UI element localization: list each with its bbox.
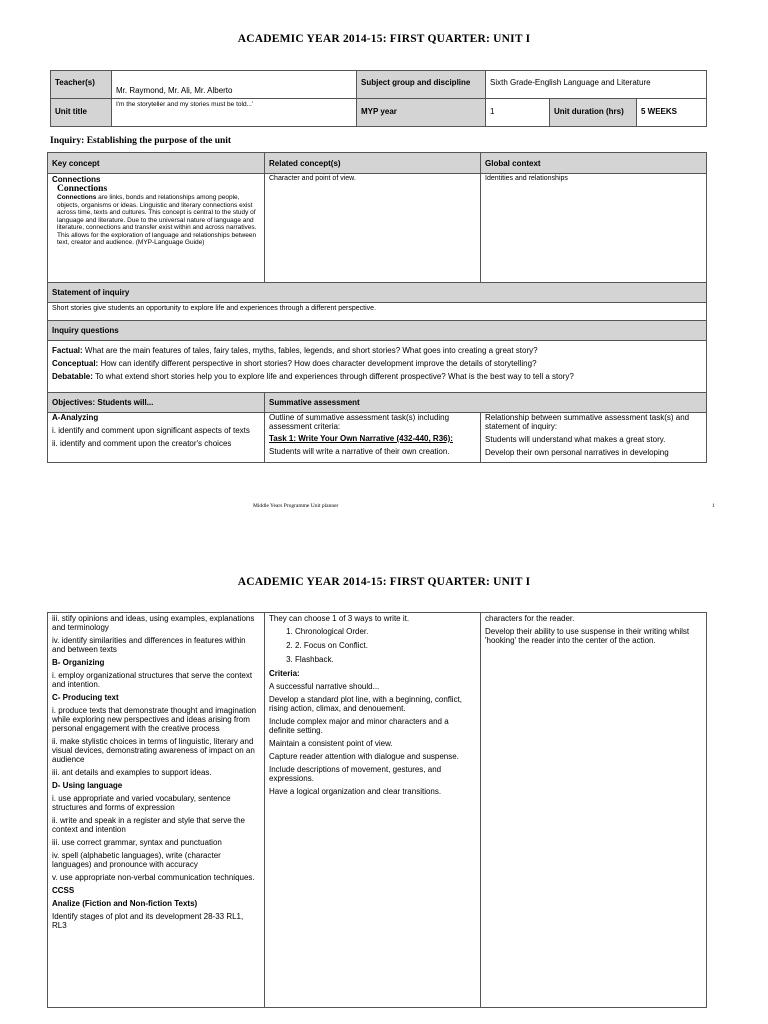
objective-item: i. use appropriate and varied vocabulary, sentence structures and forms of expression xyxy=(52,794,231,812)
objective-item: iii. stify opinions and ideas, using examples, explanations and terminology xyxy=(52,614,255,632)
section-heading: CCSS xyxy=(52,886,75,895)
unit-title-value: I'm the storyteller and my stories must be told...' xyxy=(112,99,357,127)
objective-item: ii. make stylistic choices in terms of linguistic, literary and visual devices, demonstrating awareness of impact on an audience xyxy=(52,737,255,764)
relationship-item: Develop their ability to use suspense in their writing whilst 'hooking' the reader into the center of the action. xyxy=(485,627,690,645)
criteria-item: Include complex major and minor characters and a definite setting. xyxy=(269,717,449,735)
related-concept-header: Related concept(s) xyxy=(265,153,481,174)
debatable-question: Debatable: To what extend short stories help you to explore life and experiences through different prospective? What is the best way to tell a story? xyxy=(52,372,574,381)
statement-of-inquiry-value: Short stories give students an opportunity to explore life and experiences through a different perspective. xyxy=(48,303,707,321)
footer-text: Middle Years Programme Unit planner xyxy=(253,503,339,509)
writing-option: 1. Chronological Order. xyxy=(295,627,476,636)
related-concept-value: Character and point of view. xyxy=(265,174,481,283)
criteria-label: Criteria: xyxy=(269,669,300,678)
relationship-text: Relationship between summative assessment task(s) and statement of inquiry: xyxy=(485,413,690,431)
objective-item: iv. spell (alphabetic languages), write (character languages) and pronounce with accuracy xyxy=(52,851,221,869)
global-context-header: Global context xyxy=(481,153,707,174)
key-concept-description: Connections are links, bonds and relationships among people, objects, organisms or ideas. Linguistic and literary connections exist across time, texts and cultures. This concept is central to the study of language and literature. Due to the universal nature of language and literature, connections and transfer exist within and across narratives. This allows for the exploration of language and relationships between text, creator and audience. (MYP-Language Guide) xyxy=(57,194,257,246)
objective-item: Identify stages of plot and its development 28-33 RL1, RL3 xyxy=(52,912,244,930)
objectives-column xyxy=(48,613,265,1008)
writing-option: 2. 2. Focus on Conflict. xyxy=(295,641,476,650)
criteria-item: Capture reader attention with dialogue and suspense. xyxy=(269,752,459,761)
objective-item: i. employ organizational structures that serve the context and intention. xyxy=(52,671,253,689)
section-heading: Analize (Fiction and Non-fiction Texts) xyxy=(52,899,198,908)
unit-info-table xyxy=(50,70,707,127)
relationship-column xyxy=(481,613,707,1008)
statement-of-inquiry-header: Statement of inquiry xyxy=(48,283,707,303)
writing-options-list xyxy=(269,627,476,664)
unit-title-label: Unit title xyxy=(51,99,112,127)
section-heading: C- Producing text xyxy=(52,693,119,702)
summative-assessment-header: Summative assessment xyxy=(265,393,707,413)
summative-column xyxy=(265,613,481,1008)
inquiry-heading: Inquiry: Establishing the purpose of the unit xyxy=(50,136,232,146)
continuation-table xyxy=(47,612,707,1008)
global-context-value: Identities and relationships xyxy=(481,174,707,283)
criteria-item: A successful narrative should... xyxy=(269,682,380,691)
relationship-item-2: Develop their own personal narratives in developing xyxy=(485,448,669,457)
subject-value: Sixth Grade-English Language and Literature xyxy=(486,71,707,99)
page-2-title: ACADEMIC YEAR 2014-15: FIRST QUARTER: UNIT I xyxy=(237,576,531,588)
objective-item: ii. write and speak in a register and style that serve the context and intention xyxy=(52,816,245,834)
key-concept-header: Key concept xyxy=(48,153,265,174)
criteria-item: Develop a standard plot line, with a beginning, conflict, rising action, climax, and denouement. xyxy=(269,695,463,713)
choice-intro: They can choose 1 of 3 ways to write it. xyxy=(269,614,410,623)
objective-item: iii. use correct grammar, syntax and punctuation xyxy=(52,838,222,847)
writing-option: 3. Flashback. xyxy=(295,655,476,664)
teacher-value: Mr. Raymond, Mr. Ali, Mr. Alberto xyxy=(112,71,357,99)
task-1-description: Students will write a narrative of their own creation. xyxy=(269,447,450,456)
criteria-item: Include descriptions of movement, gestures, and expressions. xyxy=(269,765,442,783)
objective-item: v. use appropriate non-verbal communication techniques. xyxy=(52,873,255,882)
objective-item: iv. identify similarities and differences in features within and between texts xyxy=(52,636,246,654)
inquiry-questions-header: Inquiry questions xyxy=(48,321,707,341)
key-concept-title: Connections xyxy=(52,175,101,184)
conceptual-question: Conceptual: How can identify different perspective in short stories? How does character development improve the details of storytelling? xyxy=(52,359,537,368)
criteria-item: Maintain a consistent point of view. xyxy=(269,739,393,748)
relationship-item: characters for the reader. xyxy=(485,614,575,623)
duration-value: 5 WEEKS xyxy=(637,99,707,127)
criterion-a-item-1: i. identify and comment upon significant aspects of texts xyxy=(52,426,250,435)
objective-item: i. produce texts that demonstrate thought and imagination while exploring new perspectives and ideas arising from personal engagement with the creative process xyxy=(52,706,257,733)
page-number: 1 xyxy=(712,503,715,509)
duration-label: Unit duration (hrs) xyxy=(550,99,637,127)
page-title: ACADEMIC YEAR 2014-15: FIRST QUARTER: UNIT I xyxy=(237,33,531,45)
criteria-item: Have a logical organization and clear transitions. xyxy=(269,787,442,796)
subject-label: Subject group and discipline xyxy=(357,71,486,99)
criterion-a-heading: A-Analyzing xyxy=(52,413,99,422)
myp-year-label: MYP year xyxy=(357,99,486,127)
objective-item: iii. ant details and examples to support ideas. xyxy=(52,768,212,777)
outline-text: Outline of summative assessment task(s) including assessment criteria: xyxy=(269,413,450,431)
objectives-header: Objectives: Students will... xyxy=(48,393,265,413)
teacher-label: Teacher(s) xyxy=(51,71,112,99)
inquiry-table xyxy=(47,152,707,463)
key-concept-subtitle: Connections xyxy=(57,184,108,194)
section-heading: B- Organizing xyxy=(52,658,105,667)
section-heading: D- Using language xyxy=(52,781,123,790)
myp-year-value: 1 xyxy=(486,99,550,127)
relationship-item-1: Students will understand what makes a great story. xyxy=(485,435,666,444)
criterion-a-item-2: ii. identify and comment upon the creator's choices xyxy=(52,439,232,448)
factual-question: Factual: What are the main features of tales, fairy tales, myths, fables, legends, and short stories? What goes into creating a great story? xyxy=(52,346,538,355)
task-1-title: Task 1: Write Your Own Narrative (432-440, R36): xyxy=(269,434,453,443)
